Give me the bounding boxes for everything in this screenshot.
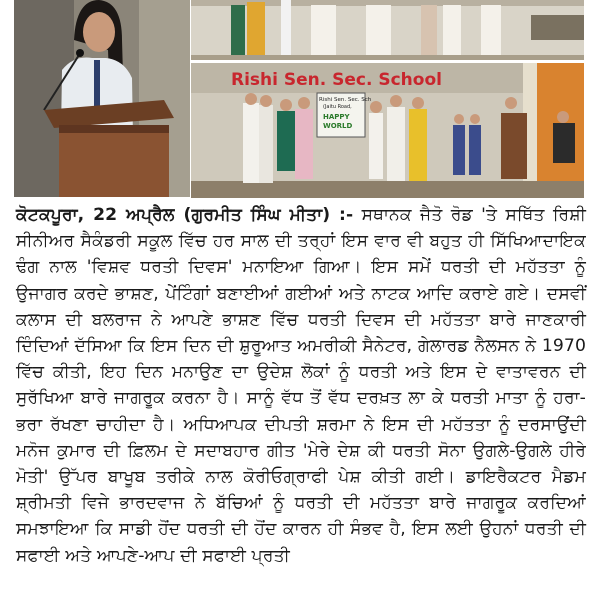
stage-event-illustration [191, 63, 584, 198]
stage-sign-line-2: (Jaitu Road, [323, 104, 352, 110]
stage-banner-text: Rishi Sen. Sec. School [231, 70, 442, 90]
photo-stage-event [191, 63, 584, 198]
student-speech-illustration [14, 0, 190, 197]
news-article [16, 202, 586, 569]
stage-sign-line-4: WORLD [323, 122, 353, 130]
article-body: ਸਥਾਨਕ ਜੈਤੋ ਰੋਡ 'ਤੇ ਸਥਿੱਤ ਰਿਸ਼ੀ ਸੀਨੀਅਰ ਸੈਕੰਡਰੀ ਸਕੂਲ ਵਿੱਚ ਹਰ ਸਾਲ ਦੀ ਤਰ੍ਹਾਂ ਇਸ ਵਾਰ ਵੀ ਬਹੁਤ ਹੀ ਸਿੱਖਿਆਦਾਇਕ ਢੰਗ ਨਾਲ 'ਵਿਸ਼ਵ ਧਰਤੀ ਦਿਵਸ' ਮਨਾਇਆ ਗਿਆ। ਇਸ ਸਮੇਂ ਧਰਤੀ ਦੀ ਮਹੱਤਤਾ ਨੂੰ ਉਜਾਗਰ ਕਰਦੇ ਭਾਸ਼ਣ, ਪੇਂਟਿੰਗਾਂ ਬਣਾਈਆਂ ਗਈਆਂ ਅਤੇ ਨਾਟਕ ਆਦਿ ਕਰਾਏ ਗਏ। ਦਸਵੀਂ ਕਲਾਸ ਦੀ ਬਲਰਾਜ ਨੇ ਆਪਣੇ ਭਾਸ਼ਣ ਵਿੱਚ ਧਰਤੀ ਦਿਵਸ ਦੀ ਮਹੱਤਤਾ ਬਾਰੇ ਜਾਣਕਾਰੀ ਦਿੰਦਿਆਂ ਦੱਸਿਆ ਕਿ ਇਸ ਦਿਨ ਦੀ ਸ਼ੁਰੂਆਤ ਅਮਰੀਕੀ ਸੈਨੇਟਰ, ਗੇਲਾਰਡ ਨੈਲਸਨ ਨੇ 1970 ਵਿੱਚ ਕੀਤੀ, ਇਹ ਦਿਨ ਮਨਾਉਣ ਦਾ ਉਦੇਸ਼ ਲੋਕਾਂ ਨੂੰ ਧਰਤੀ ਅਤੇ ਇਸ ਦੇ ਵਾਤਾਵਰਨ ਦੀ ਸੁਰੱਖਿਆ ਬਾਰੇ ਜਾਗਰੂਕ ਕਰਨਾ ਹੈ। ਸਾਨੂੰ ਵੱਧ ਤੋਂ ਵੱਧ ਦਰਖ਼ਤ ਲਾ ਕੇ ਧਰਤੀ ਮਾਤਾ ਨੂੰ ਹਰਾ-ਭਰਾ ਰੱਖਣਾ ਚਾਹੀਦਾ ਹੈ। ਅਧਿਆਪਕ ਦੀਪਤੀ ਸ਼ਰਮਾ ਨੇ ਇਸ ਦੀ ਮਹੱਤਤਾ ਨੂੰ ਦਰਸਾਉਂਦੀ ਮਨੋਜ ਕੁਮਾਰ ਦੀ ਫ਼ਿਲਮ ਦੇ ਸਦਾਬਹਾਰ ਗੀਤ 'ਮੇਰੇ ਦੇਸ਼ ਕੀ ਧਰਤੀ ਸੋਨਾ ਉਗਲੇ-ਉਗਲੇ ਹੀਰੇ ਮੋਤੀ' ਉੱਪਰ ਬਾਖੂਬ ਤਰੀਕੇ ਨਾਲ ਕੋਰੀਓਗ੍ਰਾਫੀ ਪੇਸ਼ ਕੀਤੀ ਗਈ। ਡਾਇਰੈਕਟਰ ਮੈਡਮ ਸ਼੍ਰੀਮਤੀ ਵਿਜੇ ਭਾਰਦਵਾਜ ਨੇ ਬੱਚਿਆਂ ਨੂੰ ਧਰਤੀ ਦੀ ਮਹੱਤਤਾ ਬਾਰੇ ਜਾਗਰੂਕ ਕਰਦਿਆਂ ਸਮਝਾਇਆ ਕਿ ਸਾਡੀ ਹੋਂਦ ਧਰਤੀ ਦੀ ਹੋਂਦ ਕਾਰਨ ਹੀ ਸੰਭਵ ਹੈ, ਇਸ ਲਈ ਉਹਨਾਂ ਧਰਤੀ ਦੀ ਸਫਾਈ ਅਤੇ ਆਪਣੇ-ਆਪ ਦੀ ਸਫਾਈ ਪ੍ਰਤੀ [16, 205, 586, 566]
stage-sign-line-1: Rishi Sen. Sec. Sch [319, 97, 372, 103]
photo-student-speech [14, 0, 190, 197]
stage-sign-line-3: HAPPY [323, 113, 350, 121]
performers-top-illustration [191, 0, 584, 60]
photo-performers-top [191, 0, 584, 60]
article-dateline: ਕੋਟਕਪੂਰਾ, 22 ਅਪ੍ਰੈਲ (ਗੁਰਮੀਤ ਸਿੰਘ ਮੀਤਾ) :- [16, 205, 354, 225]
